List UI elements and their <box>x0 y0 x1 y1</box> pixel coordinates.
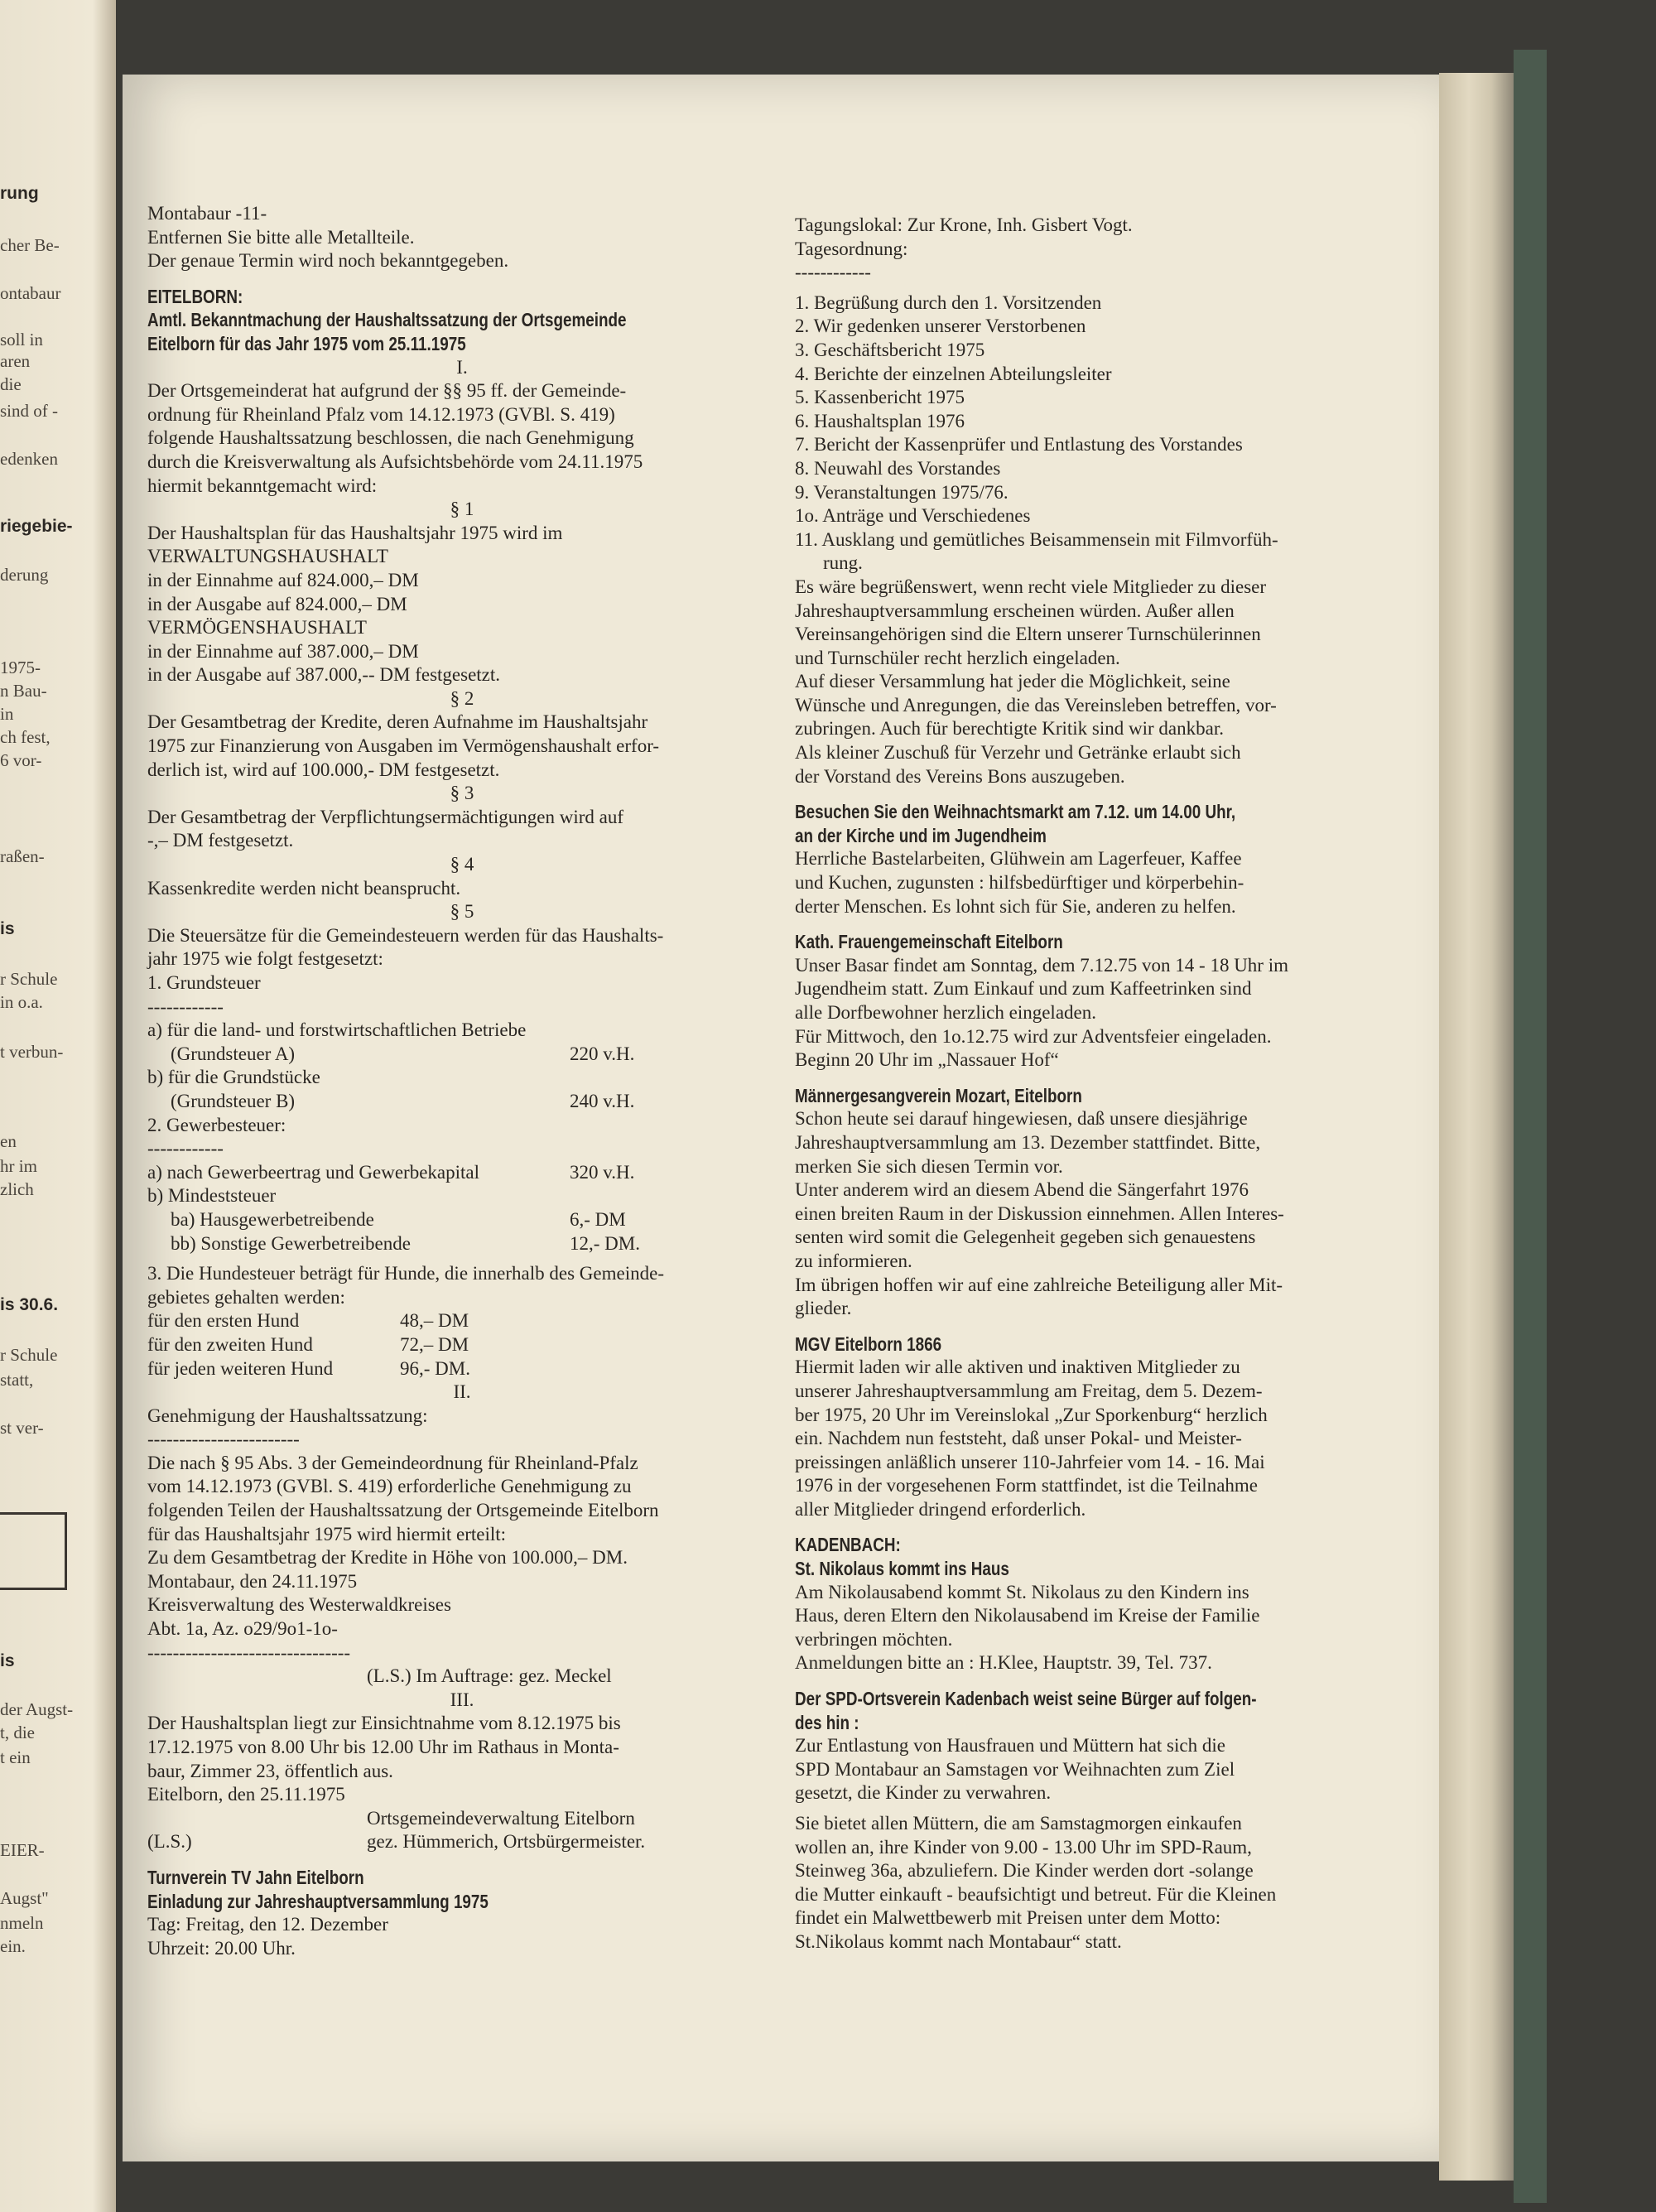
text-line: ------------ <box>795 262 871 283</box>
roman-numeral: II. <box>453 1381 471 1403</box>
text-line: Beginn 20 Uhr im „Nassauer Hof“ <box>795 1049 1059 1071</box>
tax-label: bb) Sonstige Gewerbetreibende <box>171 1232 411 1254</box>
left-page-text: hr im <box>0 1156 37 1176</box>
left-page-text: edenken <box>0 449 58 469</box>
tax-rate: 12,- DM. <box>570 1232 640 1254</box>
left-page-text: ch fest, <box>0 727 51 747</box>
text-line: alle Dorfbewohner herzlich eingeladen. <box>795 1002 1096 1023</box>
header-line: Der genaue Termin wird noch bekanntgegeben. <box>147 250 509 272</box>
text-line: Als kleiner Zuschuß für Verzehr und Getränke erlaubt sich <box>795 742 1241 764</box>
text-line: hiermit bekanntgemacht wird: <box>147 475 378 496</box>
text-line: senten wird somit die Gelegenheit gegeben sich genauestens <box>795 1226 1256 1248</box>
text-line: Sie bietet allen Müttern, die am Samstagmorgen einkaufen <box>795 1813 1242 1834</box>
text-line: derter Menschen. Es lohnt sich für Sie, anderen zu helfen. <box>795 895 1236 917</box>
left-page-text: raßen- <box>0 846 45 866</box>
text-line: Jahreshauptversammlung erscheinen würden. Außer allen <box>795 600 1235 621</box>
text-line: unserer Jahreshauptversammlung am Freitag, dem 5. Dezem- <box>795 1380 1263 1401</box>
seal-line: (L.S.) Im Auftrage: gez. Meckel <box>367 1665 612 1687</box>
section-title-mgv: MGV Eitelborn 1866 <box>795 1333 942 1355</box>
text-line: -,– DM festgesetzt. <box>147 830 294 851</box>
dog-tax-row <box>147 1333 777 1357</box>
text-line: durch die Kreisverwaltung als Aufsichtsbehörde vom 24.11.1975 <box>147 451 643 472</box>
text-line: Für Mittwoch, den 1o.12.75 wird zur Adventsfeier eingeladen. <box>795 1025 1272 1047</box>
left-page-text: n Bau- <box>0 681 47 701</box>
left-column <box>147 202 777 1960</box>
dog-tax-amount: 96,- DM. <box>400 1357 470 1379</box>
left-page-text: t ein <box>0 1747 31 1767</box>
text-line: St.Nikolaus kommt nach Montabaur“ statt. <box>795 1930 1122 1952</box>
dog-tax-label: für jeden weiteren Hund <box>147 1357 334 1379</box>
text-line: Zu dem Gesamtbetrag der Kredite in Höhe von 100.000,– DM. <box>147 1547 628 1569</box>
text-line: Im übrigen hoffen wir auf eine zahlreiche Beteiligung aller Mit- <box>795 1274 1283 1295</box>
text-line: Die nach § 95 Abs. 3 der Gemeindeordnung für Rheinland-Pfalz <box>147 1452 638 1473</box>
tax-label: (Grundsteuer A) <box>171 1043 296 1064</box>
left-page-text: r Schule <box>0 969 58 989</box>
text-line: baur, Zimmer 23, öffentlich aus. <box>147 1760 393 1781</box>
text-line: gesetzt, die Kinder zu verwahren. <box>795 1782 1052 1804</box>
text-line: vom 14.12.1973 (GVBl. S. 419) erforderliche Genehmigung zu <box>147 1476 632 1497</box>
paragraph-sign: § 4 <box>450 854 474 875</box>
tax-row <box>147 1184 777 1208</box>
text-line: Uhrzeit: 20.00 Uhr. <box>147 1937 296 1959</box>
text-line: aller Mitglieder dringend erforderlich. <box>795 1498 1086 1520</box>
text-line: Am Nikolausabend kommt St. Nikolaus zu den Kindern ins <box>795 1581 1249 1602</box>
tax-row <box>147 1208 777 1232</box>
seal-mark: (L.S.) <box>147 1831 192 1853</box>
text-line: Wünsche und Anregungen, die das Vereinsleben betreffen, vor- <box>795 694 1277 716</box>
text-line: einen breiten Raum in der Diskussion einnehmen. Allen Interes- <box>795 1202 1284 1224</box>
text-line: Haus, deren Eltern den Nikolausabend im Kreise der Familie <box>795 1605 1260 1626</box>
agenda-item: 1. Begrüßung durch den 1. Vorsitzenden <box>795 292 1102 313</box>
text-line: zu informieren. <box>795 1250 912 1271</box>
section-title-weihnachtsmarkt: Besuchen Sie den Weihnachtsmarkt am 7.12. um 14.00 Uhr, <box>795 801 1236 823</box>
section-title-spd: des hin : <box>795 1711 859 1733</box>
text-line: Genehmigung der Haushaltssatzung: <box>147 1405 428 1426</box>
text-line: Tagesordnung: <box>795 238 908 259</box>
text-line: in der Einnahme auf 387.000,– DM <box>147 640 419 662</box>
page-stack-edge <box>1439 73 1514 2181</box>
paragraph-sign: § 3 <box>450 783 474 804</box>
text-line: glieder. <box>795 1298 852 1319</box>
text-line: 17.12.1975 von 8.00 Uhr bis 12.00 Uhr im Rathaus in Monta- <box>147 1737 619 1757</box>
agenda-item: 11. Ausklang und gemütliches Beisammensein mit Filmvorfüh- <box>795 528 1278 550</box>
tax-label: ------------ <box>147 1138 224 1159</box>
signature-name: gez. Hümmerich, Ortsbürgermeister. <box>367 1831 646 1853</box>
text-line: in der Einnahme auf 824.000,– DM <box>147 569 419 590</box>
text-line: Der Ortsgemeinderat hat aufgrund der §§ 95 ff. der Gemeinde- <box>147 380 627 402</box>
text-line: ber 1975, 20 Uhr im Vereinslokal „Zur Sporkenburg“ herzlich <box>795 1404 1268 1425</box>
text-line: ein. Nachdem nun feststeht, daß unser Pokal- und Meister- <box>795 1428 1242 1449</box>
text-line: die Mutter einkauft - beaufsichtigt und betreut. Für die Kleinen <box>795 1883 1277 1905</box>
text-line: 1976 in der vorgesehenen Form stattfindet, ist die Teilnahme <box>795 1475 1259 1496</box>
section-title-weihnachtsmarkt: an der Kirche und im Jugendheim <box>795 824 1047 846</box>
tax-label: b) Mindeststeuer <box>147 1185 277 1207</box>
left-page-text: statt, <box>0 1370 34 1390</box>
text-line: folgenden Teilen der Haushaltssatzung der Ortsgemeinde Eitelborn <box>147 1500 659 1521</box>
left-page-text: is <box>0 1651 15 1670</box>
section-subtitle: Einladung zur Jahreshauptversammlung 1975 <box>147 1890 489 1912</box>
text-line: Hiermit laden wir alle aktiven und inaktiven Mitglieder zu <box>795 1357 1240 1378</box>
text-line: Schon heute sei darauf hingewiesen, daß unsere diesjährige <box>795 1108 1248 1130</box>
paragraph-sign: § 2 <box>450 687 474 709</box>
text-line: 3. Die Hundesteuer beträgt für Hunde, die innerhalb des Gemeinde- <box>147 1263 664 1284</box>
left-page-edge <box>0 0 116 2212</box>
text-line: Kreisverwaltung des Westerwaldkreises <box>147 1594 451 1616</box>
text-line: Unter anderem wird an diesem Abend die Sängerfahrt 1976 <box>795 1179 1249 1201</box>
header-line: Montabaur -11- <box>147 203 267 224</box>
text-line: -------------------------------- <box>147 1641 351 1663</box>
tax-rate: 6,- DM <box>570 1208 626 1230</box>
left-page-text: aren <box>0 351 31 371</box>
agenda-item: rung. <box>823 552 863 574</box>
left-page-text: 1975- <box>0 658 41 677</box>
text-line: Auf dieser Versammlung hat jeder die Möglichkeit, seine <box>795 671 1230 692</box>
tax-row <box>147 1066 777 1090</box>
text-line: in der Ausgabe auf 387.000,-- DM festgesetzt. <box>147 664 501 686</box>
text-line: verbringen möchten. <box>795 1628 953 1650</box>
text-line: zubringen. Auch für berechtigte Kritik sind wir dankbar. <box>795 718 1224 740</box>
text-line: Steinweg 36a, abzuliefern. Die Kinder werden dort -solange <box>795 1860 1254 1882</box>
text-line: Unser Basar findet am Sonntag, dem 7.12.75 von 14 - 18 Uhr im <box>795 954 1288 976</box>
left-page-text: zlich <box>0 1179 34 1199</box>
agenda-item: 2. Wir gedenken unserer Verstorbenen <box>795 316 1086 337</box>
agenda-item: 7. Bericht der Kassenprüfer und Entlastung des Vorstandes <box>795 434 1243 455</box>
tax-row <box>147 1137 777 1161</box>
tax-rate: 220 v.H. <box>570 1043 635 1064</box>
tax-rate: 320 v.H. <box>570 1161 635 1183</box>
roman-numeral: III. <box>450 1689 474 1710</box>
text-line: VERMÖGENSHAUSHALT <box>147 617 367 639</box>
tax-row <box>147 1019 777 1043</box>
right-column <box>795 214 1424 1954</box>
tax-row <box>147 1161 777 1185</box>
text-line: 1. Grundsteuer <box>147 972 261 993</box>
tax-label: b) für die Grundstücke <box>147 1067 320 1088</box>
text-line: wollen an, ihre Kinder von 9.00 - 13.00 Uhr im SPD-Raum, <box>795 1836 1252 1858</box>
section-title-eitelborn: EITELBORN: <box>147 285 243 307</box>
text-line: Abt. 1a, Az. o29/9o1-1o- <box>147 1618 338 1640</box>
agenda-item: 8. Neuwahl des Vorstandes <box>795 457 1001 479</box>
text-line: Herrliche Bastelarbeiten, Glühwein am Lagerfeuer, Kaffee <box>795 848 1242 870</box>
text-line: Der Haushaltsplan für das Haushaltsjahr 1975 wird im <box>147 522 563 543</box>
tax-label: (Grundsteuer B) <box>171 1090 296 1111</box>
agenda-item: 3. Geschäftsbericht 1975 <box>795 339 985 360</box>
left-page-text: EIER- <box>0 1840 45 1860</box>
text-line: Kassenkredite werden nicht beansprucht. <box>147 877 461 899</box>
text-line: merken Sie sich diesen Termin vor. <box>795 1155 1063 1177</box>
section-subtitle: Amtl. Bekanntmachung der Haushaltssatzung der Ortsgemeinde <box>147 309 627 331</box>
text-line: Vereinsangehörigen sind die Eltern unserer Turnschülerinnen <box>795 624 1261 645</box>
left-page-text: nmeln <box>0 1913 44 1933</box>
left-page-text: die <box>0 374 22 394</box>
left-page-text: in o.a. <box>0 992 43 1012</box>
left-page-text: rung <box>0 184 39 203</box>
left-page-text: ontabaur <box>0 283 61 303</box>
left-page-text: in <box>0 704 14 724</box>
dog-tax-amount: 48,– DM <box>400 1310 469 1332</box>
text-line: Eitelborn, den 25.11.1975 <box>147 1784 345 1805</box>
dog-tax-label: für den ersten Hund <box>147 1310 300 1332</box>
left-page-text: 6 vor- <box>0 750 42 770</box>
text-line: Es wäre begrüßenswert, wenn recht viele Mitglieder zu dieser <box>795 576 1267 597</box>
section-title-turnverein: Turnverein TV Jahn Eitelborn <box>147 1866 364 1888</box>
signature-row <box>147 1830 777 1854</box>
text-line: ordnung für Rheinland Pfalz vom 14.12.1973 (GVBl. S. 419) <box>147 403 615 425</box>
left-page-text: ein. <box>0 1936 26 1956</box>
section-title-mozart: Männergesangverein Mozart, Eitelborn <box>795 1084 1082 1106</box>
left-page-text: cher Be- <box>0 235 60 255</box>
agenda-item: 9. Veranstaltungen 1975/76. <box>795 481 1009 503</box>
section-title-frauengemeinschaft: Kath. Frauengemeinschaft Eitelborn <box>795 931 1063 953</box>
left-page-text: derung <box>0 565 49 585</box>
dog-tax-amount: 72,– DM <box>400 1333 469 1355</box>
tax-label: ba) Hausgewerbetreibende <box>171 1208 374 1230</box>
paragraph-sign: § 5 <box>450 901 474 923</box>
tax-label: 2. Gewerbesteuer: <box>147 1114 286 1135</box>
paragraph-sign: § 1 <box>450 499 474 520</box>
left-page-text: is <box>0 919 15 938</box>
dog-tax-label: für den zweiten Hund <box>147 1333 313 1355</box>
text-line: derlich ist, wird auf 100.000,- DM festgesetzt. <box>147 759 500 780</box>
text-line: SPD Montabaur an Samstagen vor Weihnachten zum Ziel <box>795 1758 1235 1780</box>
text-line: und Kuchen, zugunsten : hilfsbedürftiger und körperbehin- <box>795 872 1244 894</box>
book-cover-edge <box>1514 50 1547 2203</box>
text-line: der Vorstand des Vereins Bons auszugeben. <box>795 765 1125 787</box>
text-line: Tagungslokal: Zur Krone, Inh. Gisbert Vogt. <box>795 214 1133 235</box>
left-page-text: st ver- <box>0 1418 44 1438</box>
left-page-box <box>0 1512 67 1590</box>
text-line: in der Ausgabe auf 824.000,– DM <box>147 593 407 614</box>
text-line: preissingen anläßlich unserer 110-Jahrfeier vom 14. - 16. Mai <box>795 1451 1265 1472</box>
left-page-text: t, die <box>0 1723 35 1742</box>
text-line: für das Haushaltsjahr 1975 wird hiermit erteilt: <box>147 1523 507 1545</box>
text-line: Anmeldungen bitte an : H.Klee, Hauptstr. 39, Tel. 737. <box>795 1652 1212 1674</box>
tax-rate: 240 v.H. <box>570 1090 635 1111</box>
roman-numeral: I. <box>456 356 468 378</box>
text-line: Jahreshauptversammlung am 13. Dezember stattfindet. Bitte, <box>795 1131 1261 1153</box>
dog-tax-row <box>147 1357 777 1381</box>
text-line: 1975 zur Finanzierung von Ausgaben im Vermögenshaushalt erfor- <box>147 735 660 757</box>
text-line: Die Steuersätze für die Gemeindesteuern werden für das Haushalts- <box>147 924 664 946</box>
text-line: Tag: Freitag, den 12. Dezember <box>147 1914 388 1935</box>
dash-line: ------------------------ <box>147 1429 300 1450</box>
signature-line: Ortsgemeindeverwaltung Eitelborn <box>367 1807 635 1829</box>
left-page-text: r Schule <box>0 1345 58 1365</box>
text-line: folgende Haushaltssatzung beschlossen, die nach Genehmigung <box>147 427 634 449</box>
text-line: Der Gesamtbetrag der Verpflichtungsermächtigungen wird auf <box>147 806 624 827</box>
text-line: Der Haushaltsplan liegt zur Einsichtnahme vom 8.12.1975 bis <box>147 1713 621 1734</box>
text-line: Jugendheim statt. Zum Einkauf und zum Kaffeetrinken sind <box>795 978 1252 1000</box>
left-page-text: t verbun- <box>0 1042 64 1062</box>
text-line: VERWALTUNGSHAUSHALT <box>147 546 388 567</box>
dog-tax-row <box>147 1309 777 1333</box>
left-page-text: der Augst- <box>0 1699 74 1719</box>
tax-label: a) nach Gewerbeertrag und Gewerbekapital <box>147 1161 480 1183</box>
section-title-kadenbach: KADENBACH: <box>795 1534 901 1556</box>
agenda-item: 4. Berichte der einzelnen Abteilungsleiter <box>795 363 1112 384</box>
text-line: findet ein Malwettbewerb mit Preisen unter dem Motto: <box>795 1907 1221 1929</box>
tax-row <box>147 1090 777 1114</box>
section-title-spd: Der SPD-Ortsverein Kadenbach weist seine Bürger auf folgen- <box>795 1688 1257 1710</box>
tax-row <box>147 1232 777 1256</box>
left-page-text: is 30.6. <box>0 1295 59 1314</box>
text-line: und Turnschüler recht herzlich eingeladen. <box>795 647 1120 668</box>
agenda-item: 5. Kassenbericht 1975 <box>795 387 965 408</box>
tax-row <box>147 1114 777 1138</box>
agenda-item: 6. Haushaltsplan 1976 <box>795 410 965 431</box>
text-line: jahr 1975 wie folgt festgesetzt: <box>147 948 383 970</box>
text-line: Zur Entlastung von Hausfrauen und Müttern hat sich die <box>795 1735 1225 1757</box>
text-line: gebietes gehalten werden: <box>147 1286 345 1308</box>
tax-label: a) für die land- und forstwirtschaftlichen Betriebe <box>147 1019 527 1041</box>
agenda-item: 1o. Anträge und Verschiedenes <box>795 505 1031 527</box>
text-line: Der Gesamtbetrag der Kredite, deren Aufnahme im Haushaltsjahr <box>147 711 648 733</box>
tax-row <box>147 1043 777 1067</box>
section-subtitle: St. Nikolaus kommt ins Haus <box>795 1558 1009 1580</box>
left-page-text: riegebie- <box>0 517 73 536</box>
left-page-text: Augst" <box>0 1888 49 1908</box>
left-page-text: soll in <box>0 330 43 349</box>
left-page-text: en <box>0 1131 17 1151</box>
text-line: Montabaur, den 24.11.1975 <box>147 1570 358 1592</box>
text-line: ------------ <box>147 995 224 1017</box>
header-line: Entfernen Sie bitte alle Metallteile. <box>147 226 415 248</box>
left-page-text: sind of - <box>0 401 58 421</box>
section-subtitle: Eitelborn für das Jahr 1975 vom 25.11.1975 <box>147 332 466 354</box>
